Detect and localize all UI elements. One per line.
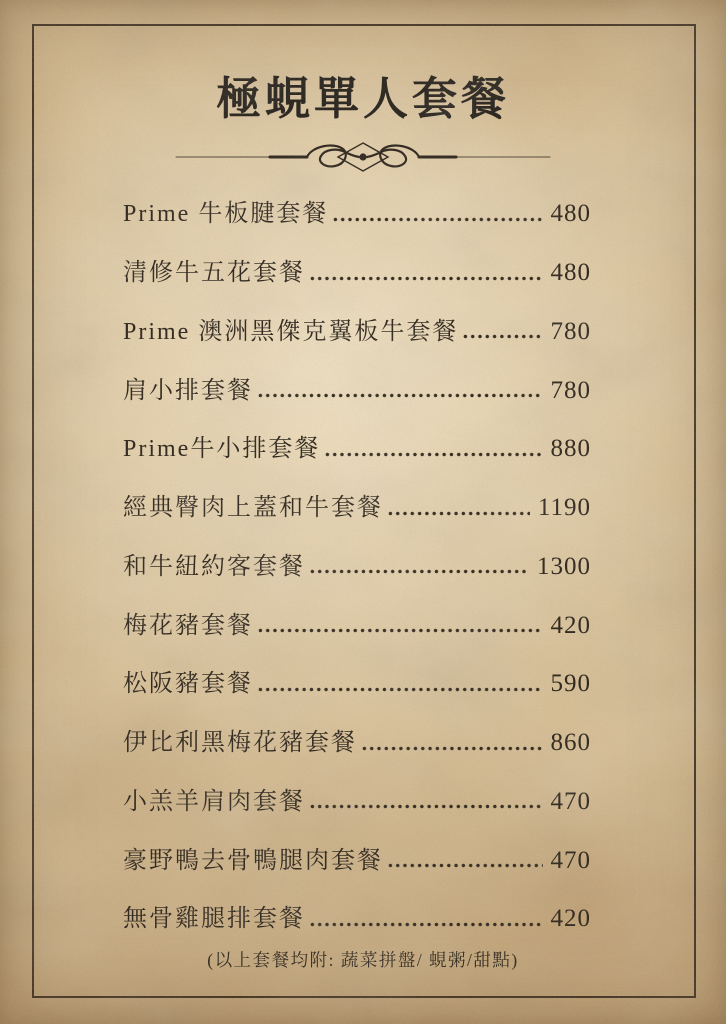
menu-item-row [123,463,591,522]
dotted-leader [333,217,542,222]
menu-item-row [123,522,591,581]
dotted-leader [258,393,543,398]
menu-item-name: Prime牛小排套餐 [123,436,321,463]
dotted-leader [388,511,530,516]
menu-item-price: 480 [550,259,591,286]
menu-item-name: 松阪豬套餐 [123,671,253,698]
menu-item-row [123,580,591,639]
menu-item-price: 860 [550,729,591,756]
menu-item-row [123,287,591,346]
dotted-leader [258,687,543,692]
menu-item-row [123,874,591,933]
menu-item-row [123,757,591,816]
menu-item-price: 590 [550,670,591,698]
menu-item-price: 880 [550,435,591,463]
dotted-leader [325,452,542,457]
dotted-leader [463,334,542,339]
dotted-leader [310,276,543,281]
dotted-leader [388,863,543,868]
menu-item-price: 470 [550,846,591,874]
menu-item-price: 420 [550,611,591,639]
menu-item-price: 420 [550,905,591,933]
menu-item-row [123,639,591,698]
menu-item-row [123,815,591,874]
menu-item-row [123,169,591,228]
menu-item-name: 經典臀肉上蓋和牛套餐 [123,495,383,522]
menu-item-price: 1190 [537,494,591,521]
dotted-leader [310,922,543,927]
menu-item-row [123,404,591,463]
menu-item-price: 1300 [537,552,591,580]
menu-item-name: 清修牛五花套餐 [123,260,305,287]
dotted-leader [258,628,543,633]
menu-item-price: 470 [550,787,591,815]
menu-item-name: 無骨雞腿排套餐 [123,906,305,933]
menu-item-name: 小羔羊肩肉套餐 [123,788,305,815]
menu-list [123,169,591,933]
menu-item-name: Prime 澳洲黑傑克翼板牛套餐 [123,318,459,345]
dotted-leader [310,569,529,574]
menu-item-name: 伊比利黑梅花豬套餐 [123,730,357,757]
dotted-leader [310,804,543,809]
menu-item-price: 780 [550,376,591,404]
menu-item-name: 豪野鴨去骨鴨腿肉套餐 [123,847,383,874]
menu-item-row [123,228,591,287]
dotted-leader [362,746,543,751]
menu-item-price: 780 [550,317,591,345]
menu-item-name: 肩小排套餐 [123,377,253,404]
menu-item-row [123,698,591,757]
page-title: 極蜆單人套餐 [215,74,510,124]
menu-item-name: Prime 牛板腱套餐 [123,201,329,228]
footer-note: (以上套餐均附: 蔬菜拼盤/ 蜆粥/甜點) [207,950,519,970]
menu-item-row [123,345,591,404]
menu-item-name: 梅花豬套餐 [123,612,253,639]
menu-item-name: 和牛紐約客套餐 [123,553,305,580]
menu-item-price: 480 [550,200,591,228]
